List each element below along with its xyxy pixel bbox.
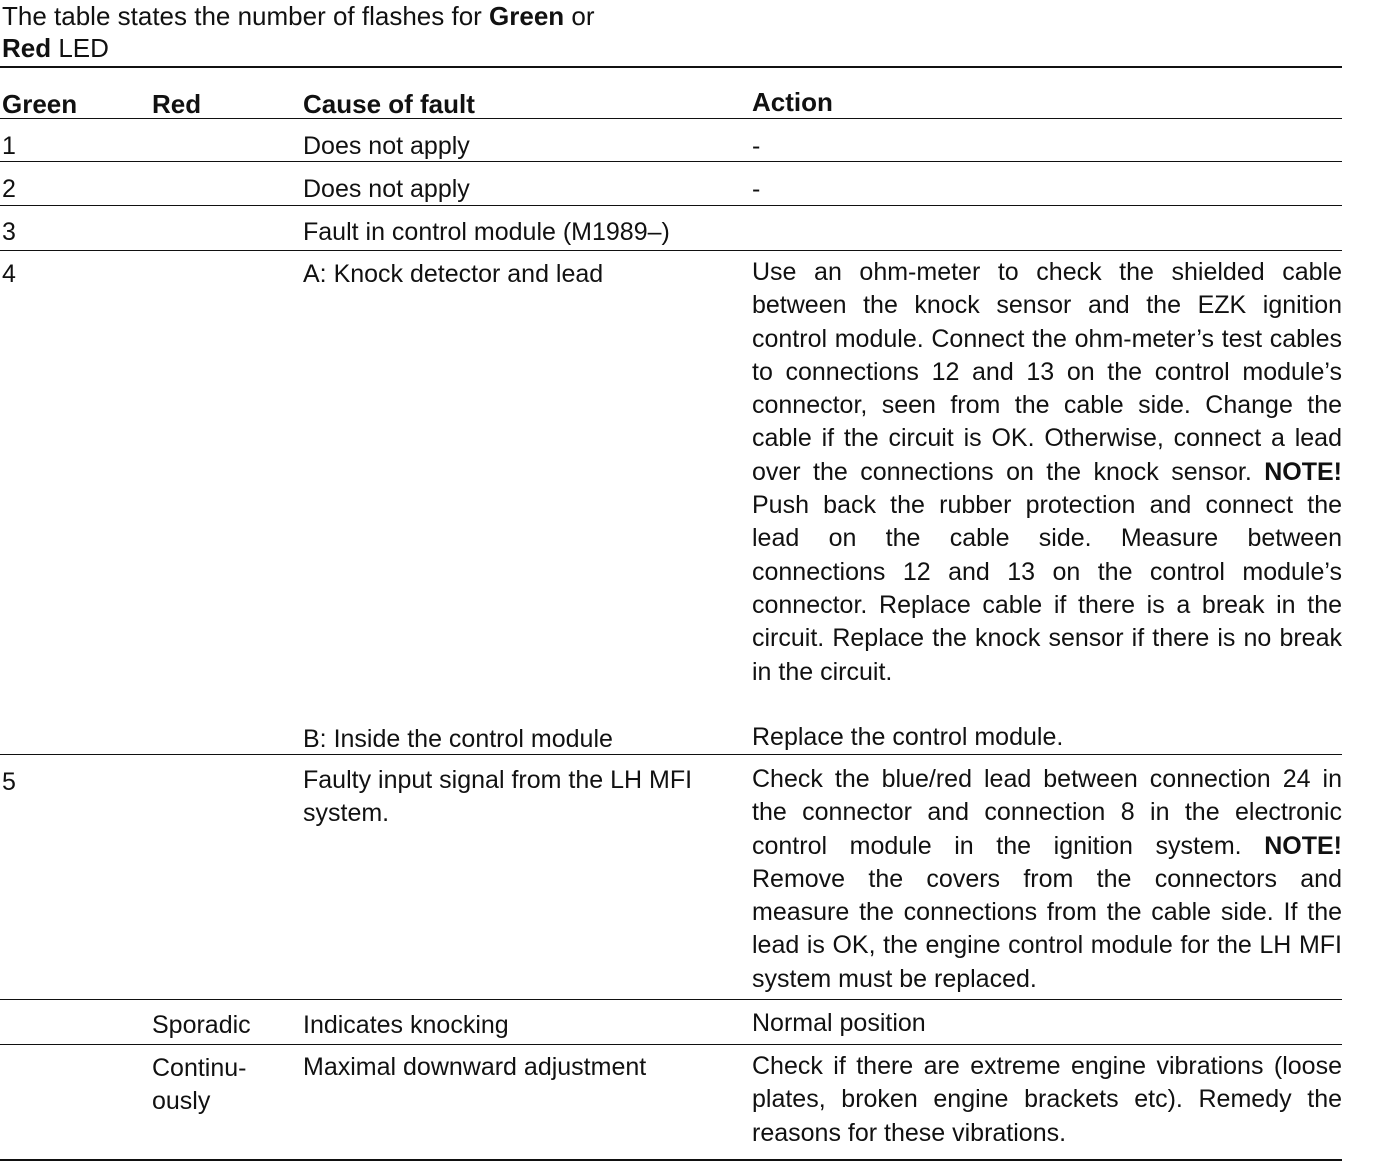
row-4-action-a-note: NOTE!	[1264, 457, 1342, 486]
row-6-red: Sporadic	[152, 1011, 251, 1039]
row-rule-3	[0, 250, 1342, 251]
row-4-cause-a: A: Knock detector and lead	[303, 260, 604, 288]
row-rule-1	[0, 161, 1342, 162]
row-5-action	[752, 763, 1342, 996]
header-cause: Cause of fault	[303, 89, 475, 119]
row-rule-4	[0, 754, 1342, 755]
row-rule-6	[0, 1044, 1342, 1045]
intro-red-word: Red	[2, 33, 52, 63]
intro-text-part-2: or	[564, 1, 595, 31]
intro-text-part-3: LED	[51, 33, 109, 63]
row-3-cause: Fault in control module (M1989–)	[303, 218, 670, 246]
intro-green-word: Green	[489, 1, 565, 31]
row-5-cause: Faulty input signal from the LH MFI system.	[303, 766, 693, 828]
row-1-action: -	[752, 132, 761, 160]
row-4-action-b: Replace the control module.	[752, 723, 1064, 751]
intro-text-part-1: The table states the number of flashes for	[2, 1, 490, 31]
row-6-action: Normal position	[752, 1009, 926, 1037]
row-4-action-a	[752, 256, 1342, 689]
row-2-cause: Does not apply	[303, 175, 470, 203]
row-4-green: 4	[2, 260, 16, 288]
table-bottom-rule	[0, 1159, 1342, 1161]
table-top-rule	[0, 66, 1342, 68]
header-rule	[0, 118, 1342, 119]
row-5-action-part-2: Remove the covers from the connectors and measure the connections from the cable side. If the lead is OK, the engine control module for the LH MFI system must be replaced.	[752, 864, 1342, 993]
row-3-green: 3	[2, 218, 16, 246]
header-green: Green	[2, 89, 78, 119]
row-2-green: 2	[2, 175, 16, 203]
intro-text	[2, 0, 595, 64]
row-5-action-part-1: Check the blue/red lead between connection 24 in the connector and connection 8 in the electronic control module in the ignition system.	[752, 765, 1342, 860]
row-4-action-a-part-2: Push back the rubber protection and connect the lead on the cable side. Measure between connections 12 and 13 on the control module’s connector. Replace cable if there is a break in the circuit. Replace the knock sensor if there is no break in the circuit.	[752, 491, 1342, 686]
row-5-action-note: NOTE!	[1264, 831, 1342, 860]
header-red: Red	[152, 89, 202, 119]
row-7-action: Check if there are extreme engine vibrations (loose plates, broken engine brackets etc). Remedy the reasons for these vibrations.	[752, 1052, 1342, 1147]
row-rule-5	[0, 999, 1342, 1000]
row-6-cause: Indicates knocking	[303, 1011, 509, 1039]
row-7-cause: Maximal downward adjustment	[303, 1053, 647, 1081]
row-1-green: 1	[2, 132, 16, 160]
row-4-cause-b: B: Inside the control module	[303, 725, 613, 753]
row-5-green: 5	[2, 768, 16, 796]
row-1-cause: Does not apply	[303, 132, 470, 160]
row-4-action-a-part-1: Use an ohm-meter to check the shielded cable between the knock sensor and the EZK ignition control module. Connect the ohm-meter’s test cables to connections 12 and 13 on the control module’s connector, seen from the cable side. Change the cable if the circuit is OK. Otherwise, connect a lead over the connections on the knock sensor.	[752, 258, 1342, 486]
row-2-action: -	[752, 175, 761, 203]
row-rule-2	[0, 205, 1342, 206]
row-7-red: Continu-ously	[152, 1054, 247, 1116]
header-action: Action	[752, 87, 833, 117]
